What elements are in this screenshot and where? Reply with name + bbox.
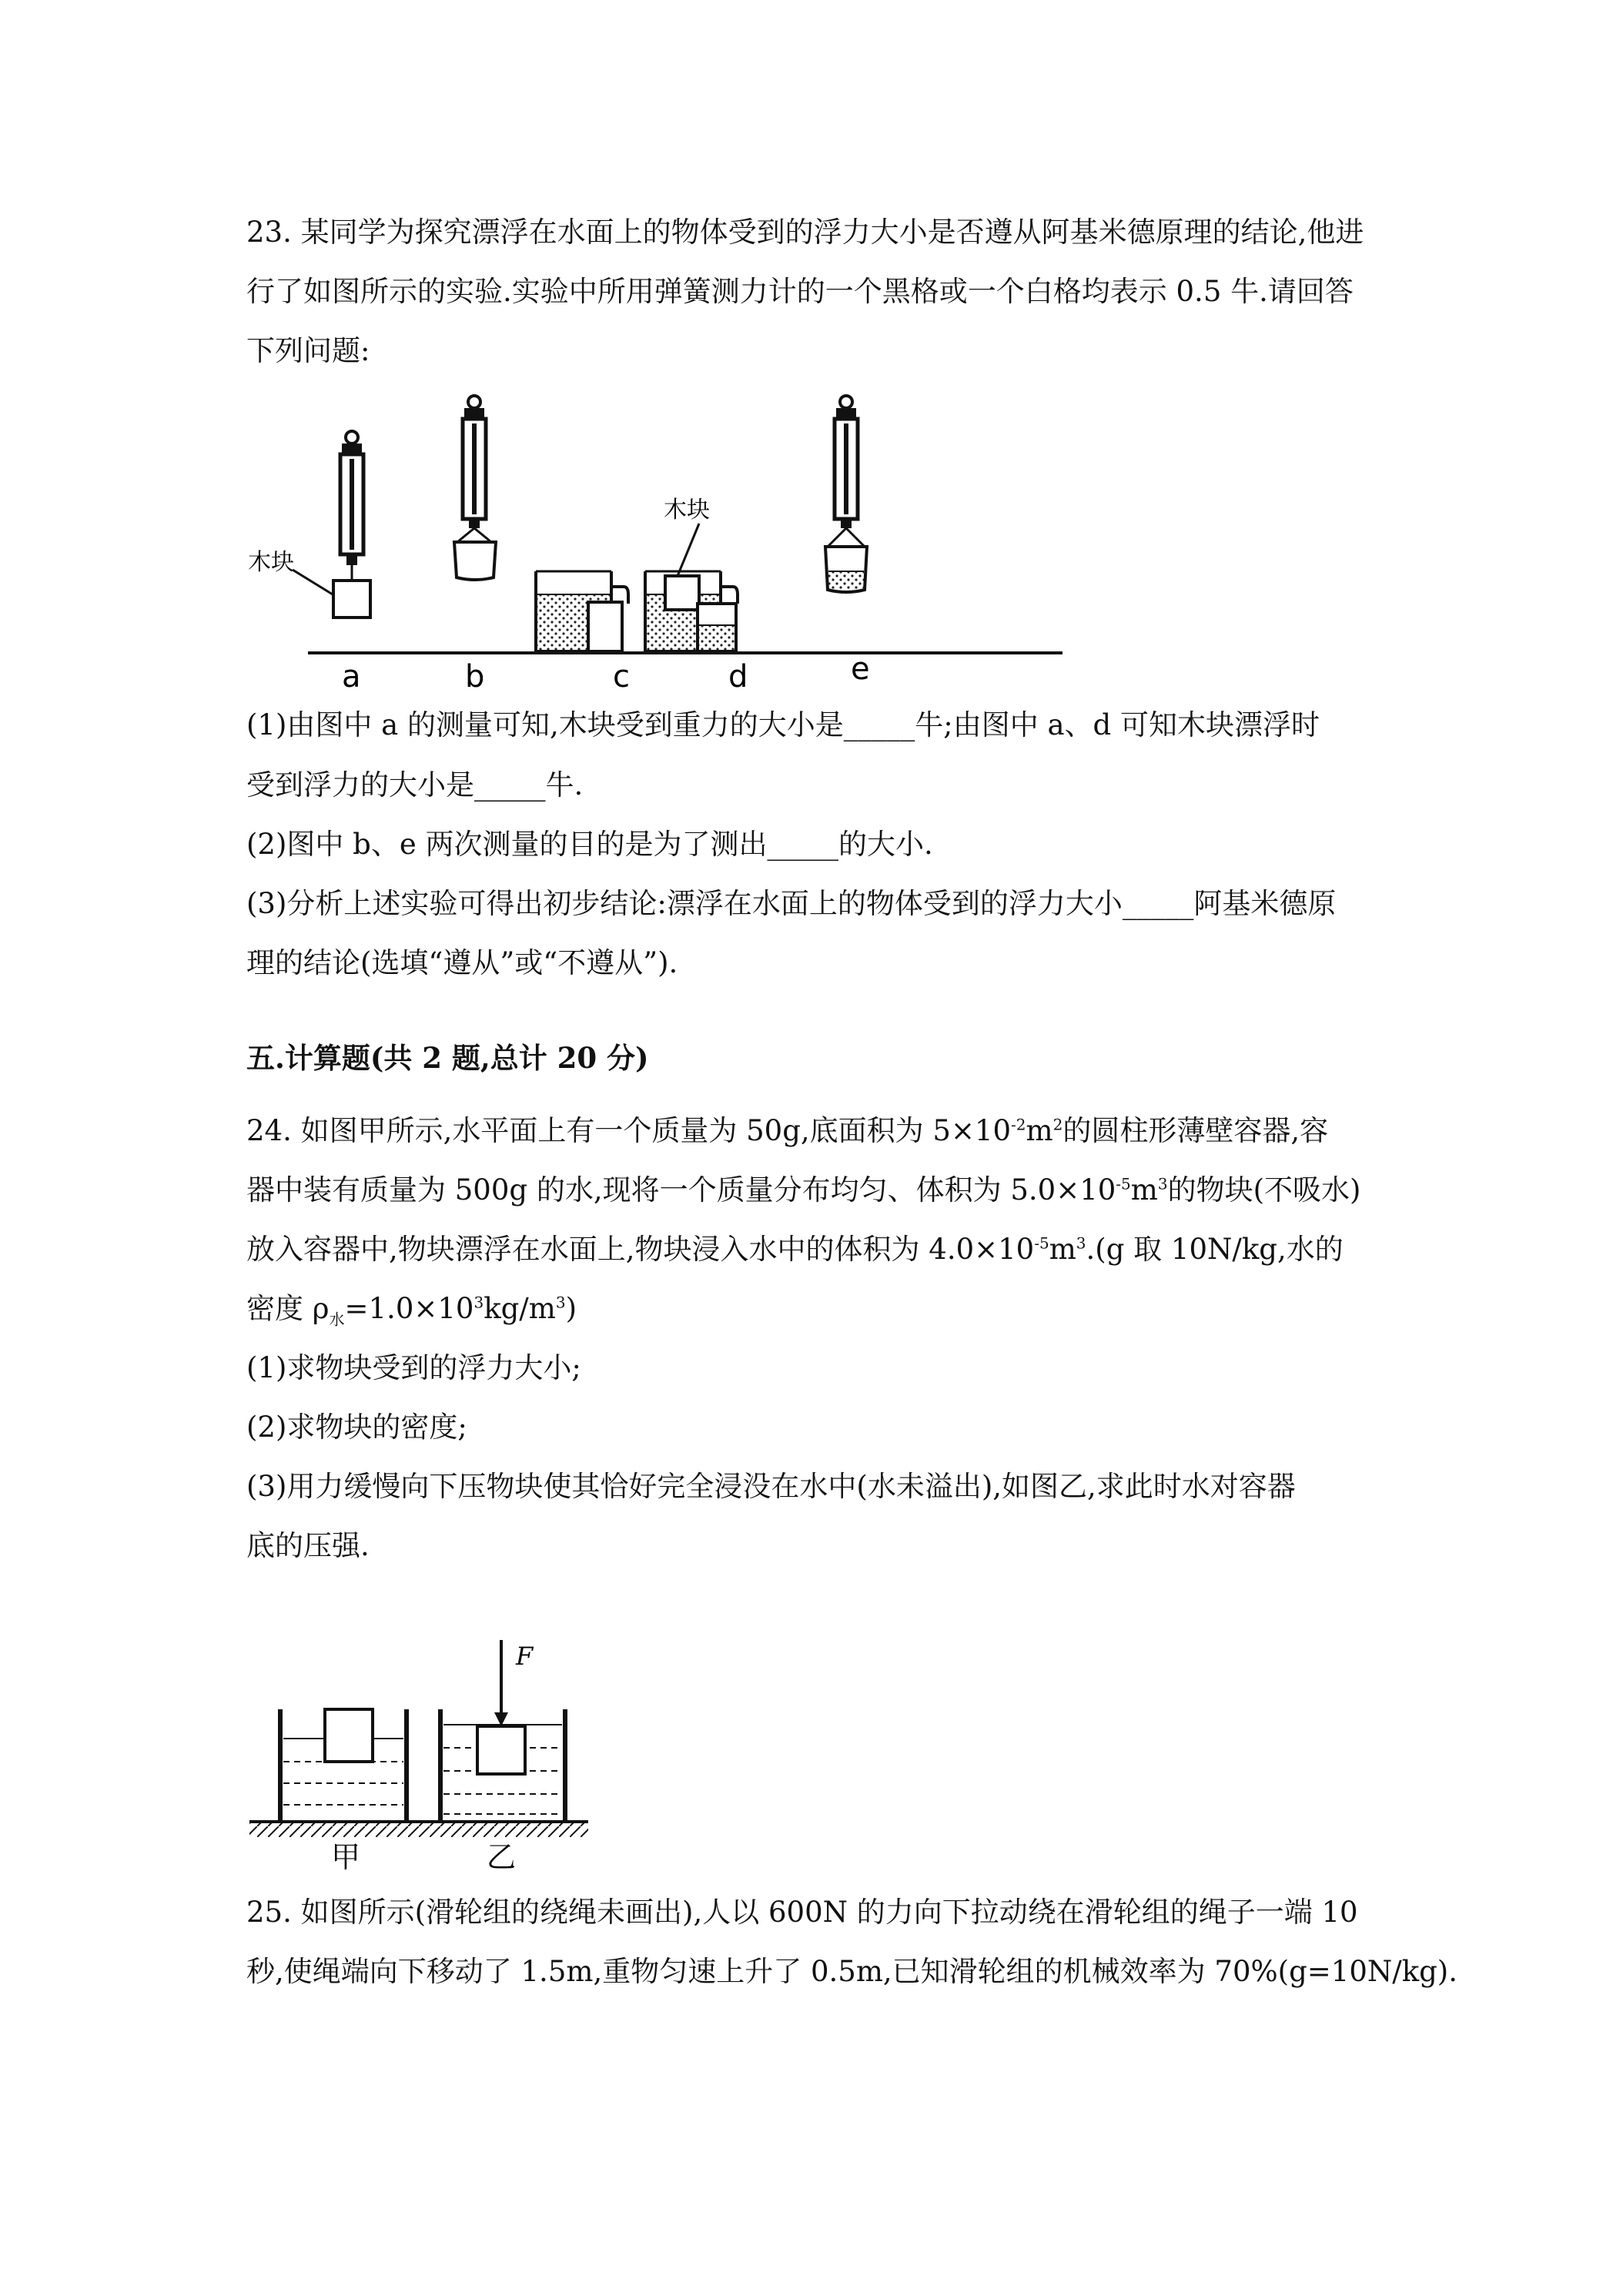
q24-sub3-line-1: (3)用力缓慢向下压物块使其恰好完全浸没在水中(水未溢出),如图乙,求此时水对容器 [246,1470,1296,1503]
section-title: 五.计算题(共 2 题,总计 20 分) [246,1041,649,1075]
overflow-beaker-c [536,571,628,651]
q24-line-3: 放入容器中,物块漂浮在水面上,物块浸入水中的体积为 $4.0\times 10^{-5}m^3.(g$ 取 10N/kg,水的 [246,1233,1344,1266]
scale-b [454,396,496,580]
q23-sub1-line-1: (1)由图中 a 的测量可知,木块受到重力的大小是_____牛;由图中 a、d 可知木块漂浮时 [246,708,1320,741]
q23-line-2: 行了如图所示的实验.实验中所用弹簧测力计的一个黑格或一个白格均表示 0.5 牛.请回答 [246,275,1354,308]
scale-e [825,396,867,592]
scale-a [293,431,370,618]
q24-sub1: (1)求物块受到的浮力大小; [246,1351,581,1384]
q23-sub1-line-2: 受到浮力的大小是_____牛. [246,768,584,802]
wood-block-a [333,581,370,618]
label-d: d [728,659,748,693]
q23-experiment-figure [239,385,1101,693]
q24-line-4: 密度 $\rho_水=1.0\times 10^3kg/m^3$) [246,1292,577,1329]
q24-line-1: 24. 如图甲所示,水平面上有一个质量为 50g,底面积为 $5\times 10^{-2}m^2$的圆柱形薄壁容器,容 [246,1114,1329,1147]
q23-sub3-line-2: 理的结论(选填“遵从”或“不遵从”). [246,946,678,979]
block-floating [325,1709,373,1762]
q24-line-2: 器中装有质量为 500g 的水,现将一个质量分布均匀、体积为 $5.0\times 10^{-5}m^3$的物块(不吸水) [246,1173,1361,1207]
empty-cup-b [454,542,496,580]
q24-container-figure [246,1632,601,1879]
overflow-beaker-d [645,524,738,651]
label-e: e [851,651,870,687]
block-submerged [477,1726,525,1774]
label-a: a [342,659,361,693]
q25-line-2: 秒,使绳端向下移动了 1.5m,重物匀速上升了 0.5m,已知滑轮组的机械效率为 70%(g=10N/kg). [246,1955,1458,1988]
label-c: c [613,659,630,693]
label-jia: 甲 [331,1840,361,1874]
force-label: F [516,1642,534,1671]
small-cup-c [588,602,622,651]
wood-label-d: 木块 [664,497,710,524]
q23-line-1: 23. 某同学为探究漂浮在水面上的物体受到的浮力大小是否遵从阿基米德原理的结论,他进 [246,216,1364,249]
q24-sub3-line-2: 底的压强. [246,1529,370,1562]
wood-label-a: 木块 [248,549,294,576]
label-b: b [465,659,485,693]
q23-sub3-line-1: (3)分析上述实验可得出初步结论:漂浮在水面上的物体受到的浮力大小_____阿基米德原 [246,887,1337,920]
label-yi: 乙 [487,1840,517,1874]
ground-hatch [249,1822,588,1837]
floating-wood-d [665,576,699,610]
container-jia [280,1709,407,1822]
q23-line-3: 下列问题: [246,334,370,367]
q24-sub2: (2)求物块的密度; [246,1411,467,1444]
q25-line-1: 25. 如图所示(滑轮组的绕绳未画出),人以 600N 的力向下拉动绕在滑轮组的绳子一端 10 [246,1896,1358,1929]
q23-sub2: (2)图中 b、e 两次测量的目的是为了测出_____的大小. [246,828,933,861]
container-yi [440,1640,565,1822]
